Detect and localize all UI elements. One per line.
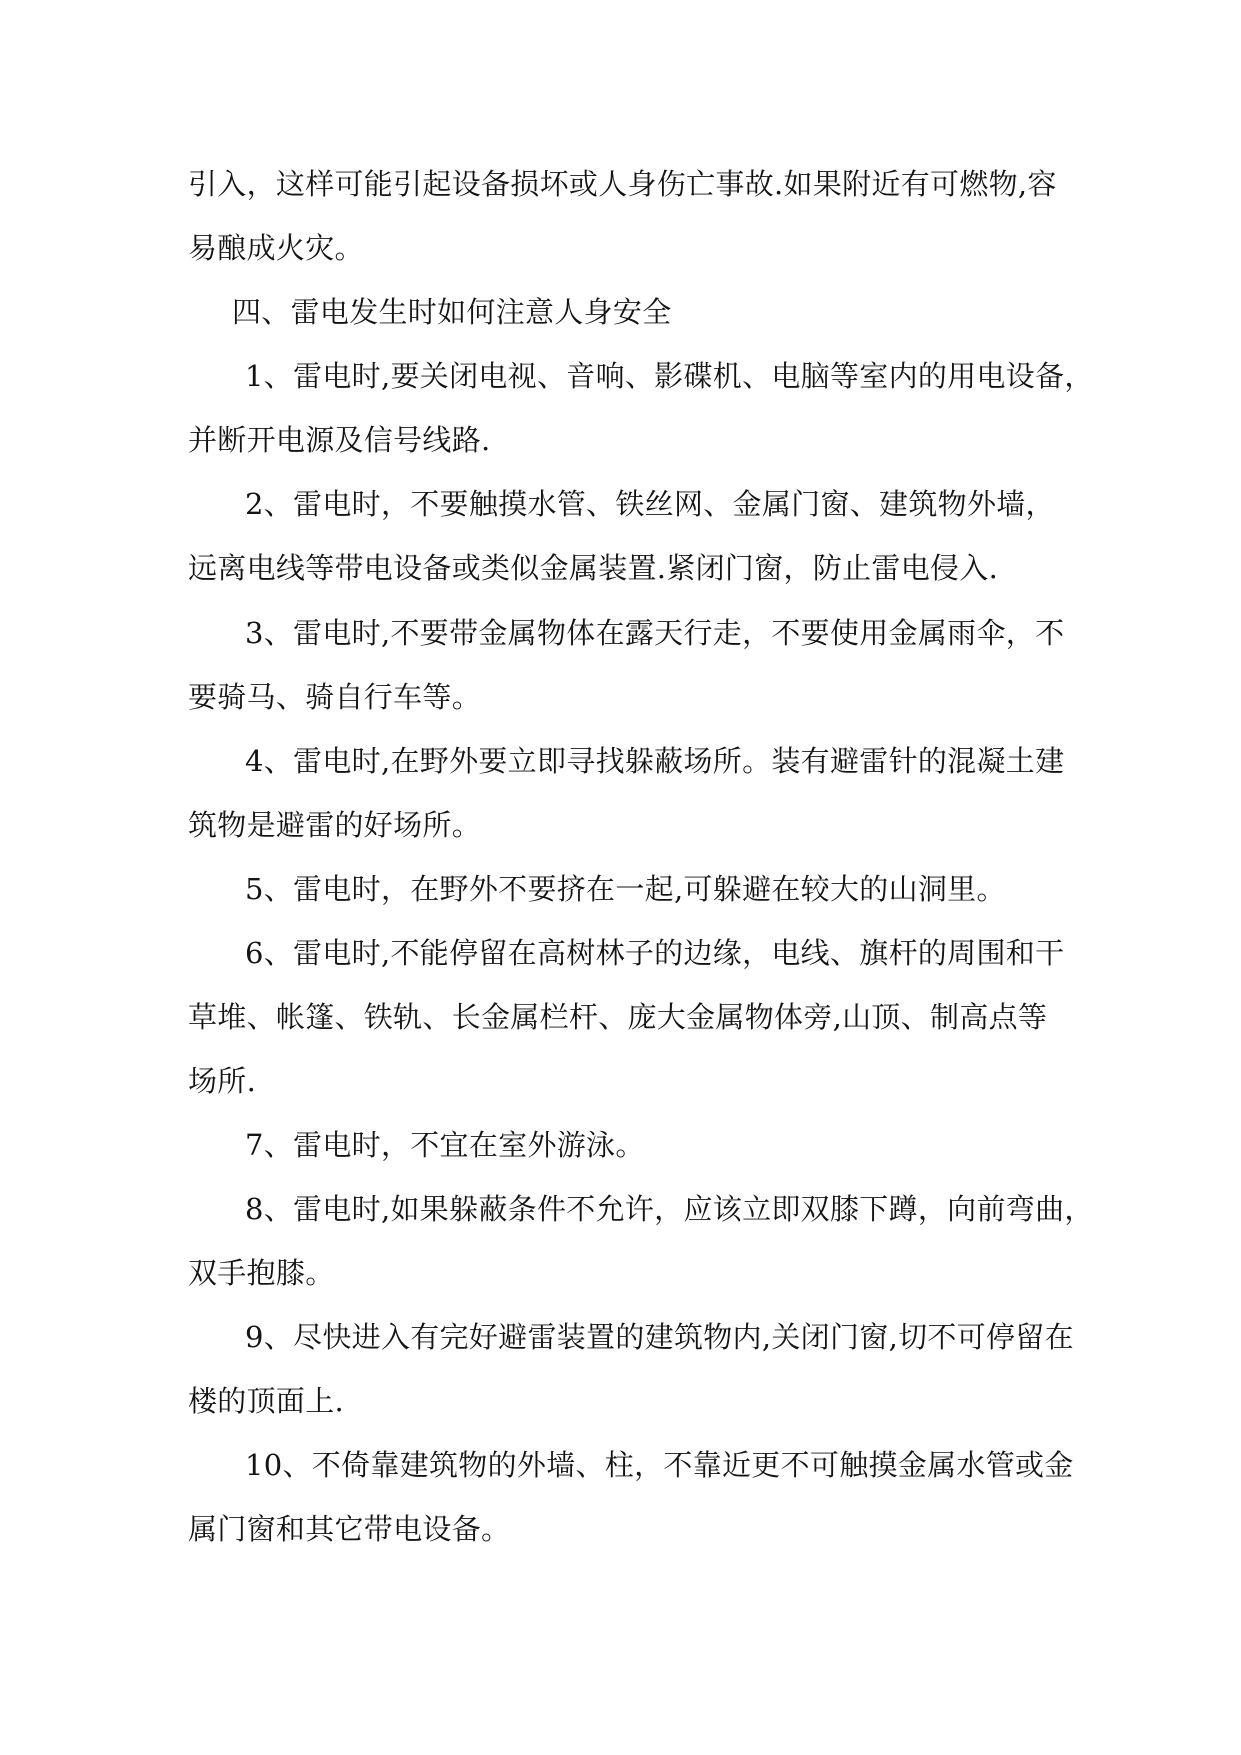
section-heading: 四、雷电发生时如何注意人身安全	[232, 295, 672, 329]
text-line: 草堆、帐篷、铁轨、长金属栏杆、庞大金属物体旁,山顶、制高点等	[188, 1000, 1048, 1034]
list-item: 4、雷电时,在野外要立即寻找躲蔽场所。装有避雷针的混凝土建	[245, 744, 1065, 778]
list-item: 5、雷电时，在野外不要挤在一起,可躲避在较大的山洞里。	[245, 872, 1006, 906]
text-line: 双手抱膝。	[188, 1256, 335, 1290]
text-line: 筑物是避雷的好场所。	[188, 808, 482, 842]
text-line: 并断开电源及信号线路.	[188, 423, 491, 457]
list-item: 9、尽快进入有完好避雷装置的建筑物内,关闭门窗,切不可停留在	[245, 1320, 1074, 1354]
text-line: 远离电线等带电设备或类似金属装置.紧闭门窗，防止雷电侵入.	[188, 551, 999, 585]
list-item: 8、雷电时,如果躲蔽条件不允许，应该立即双膝下蹲，向前弯曲，	[245, 1192, 1094, 1226]
list-item: 7、雷电时，不宜在室外游泳。	[245, 1128, 645, 1162]
list-item: 10、不倚靠建筑物的外墙、柱，不靠近更不可触摸金属水管或金	[245, 1448, 1074, 1482]
list-item: 3、雷电时,不要带金属物体在露天行走，不要使用金属雨伞，不	[245, 616, 1065, 650]
list-item: 6、雷电时,不能停留在高树林子的边缘，电线、旗杆的周围和干	[245, 936, 1065, 970]
text-line: 易酿成火灾。	[188, 231, 364, 265]
text-line: 属门窗和其它带电设备。	[188, 1512, 511, 1546]
text-line: 引入，这样可能引起设备损坏或人身伤亡事故.如果附近有可燃物,容	[188, 167, 1057, 201]
list-item: 1、雷电时,要关闭电视、音响、影碟机、电脑等室内的用电设备，	[245, 359, 1094, 393]
text-line: 场所.	[188, 1064, 257, 1098]
text-line: 要骑马、骑自行车等。	[188, 680, 482, 714]
list-item: 2、雷电时，不要触摸水管、铁丝网、金属门窗、建筑物外墙，	[245, 487, 1055, 521]
text-line: 楼的顶面上.	[188, 1384, 345, 1418]
